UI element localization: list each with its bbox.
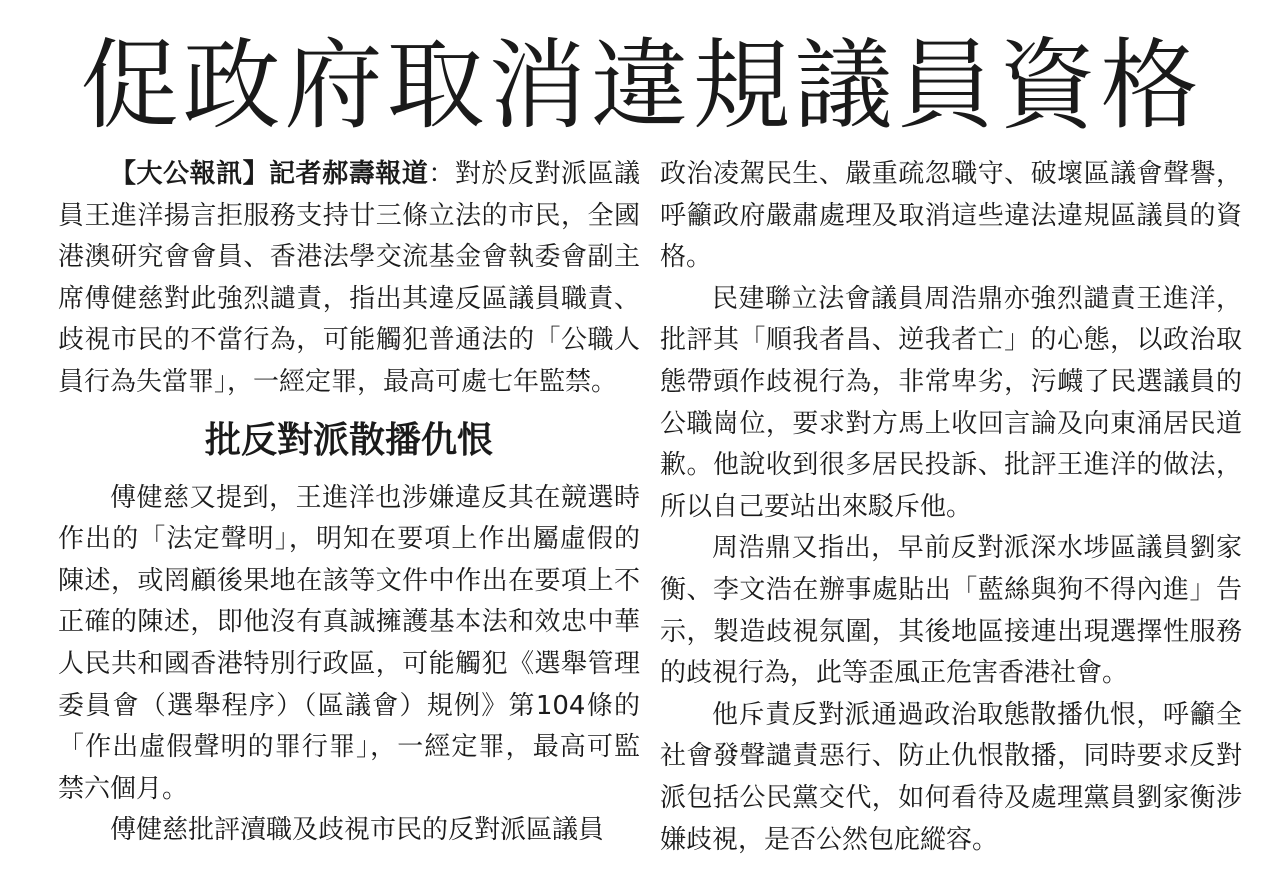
body-paragraph: 周浩鼎又指出，早前反對派深水埗區議員劉家衡、李文浩在辦事處貼出「藍絲與狗不得內進」告示，製造歧視氛圍，其後地區接連出現選擇性服務的歧視行為，此等歪風正危害香港社會。: [660, 533, 1242, 689]
article-subheading: 批反對派散播仇恨: [204, 418, 493, 461]
lead-paragraph: [58, 154, 640, 404]
article-headline: 促政府取消違規議員資格: [80, 29, 1203, 143]
byline: 記者郝壽報道: [269, 159, 429, 189]
body-paragraph: 民建聯立法會議員周浩鼎亦強烈譴責王進洋，批評其「順我者昌、逆我者亡」的心態，以政治取態帶頭作歧視行為，非常卑劣，污衊了民選議員的公職崗位，要求對方馬上收回言論及向東涌居民道歉。他說收到很多居民投訴、批評王進洋的做法，所以自己要站出來駁斥他。: [660, 283, 1242, 522]
article-column-left: [58, 154, 640, 852]
body-paragraph: 傅健慈批評瀆職及歧視市民的反對派區議員: [110, 815, 605, 846]
news-source-tag: 【大公報訊】: [110, 159, 270, 189]
article-column-right: [660, 154, 1242, 861]
continuation-paragraph: 政治凌駕民生、嚴重疏忽職守、破壞區議會聲譽，呼籲政府嚴肅處理及取消這些違法違規區議員的資格。: [660, 159, 1242, 273]
lead-text: ：對於反對派區議員王進洋揚言拒服務支持廿三條立法的市民，全國港澳研究會會員、香港法學交流基金會執委會副主席傅健慈對此強烈譴責，指出其違反區議員職責、歧視市民的不當行為，可能觸犯普通法的「公職人員行為失當罪」，一經定罪，最高可處七年監禁。: [58, 159, 640, 397]
body-paragraph: 他斥責反對派通過政治取態散播仇恨，呼籲全社會發聲譴責惡行、防止仇恨散播，同時要求反對派包括公民黨交代，如何看待及處理黨員劉家衡涉嫌歧視，是否公然包庇縱容。: [660, 699, 1242, 855]
body-paragraph: 傅健慈又提到，王進洋也涉嫌違反其在競選時作出的「法定聲明」，明知在要項上作出屬虛假的陳述，或罔顧後果地在該等文件中作出在要項上不正確的陳述，即他沒有真誠擁護基本法和效忠中華人民共和國香港特別行政區，可能觸犯《選舉管理委員會（選舉程序）（區議會）規例》第104條的「作出虛假聲明的罪行罪」，一經定罪，最高可監禁六個月。: [58, 482, 640, 804]
